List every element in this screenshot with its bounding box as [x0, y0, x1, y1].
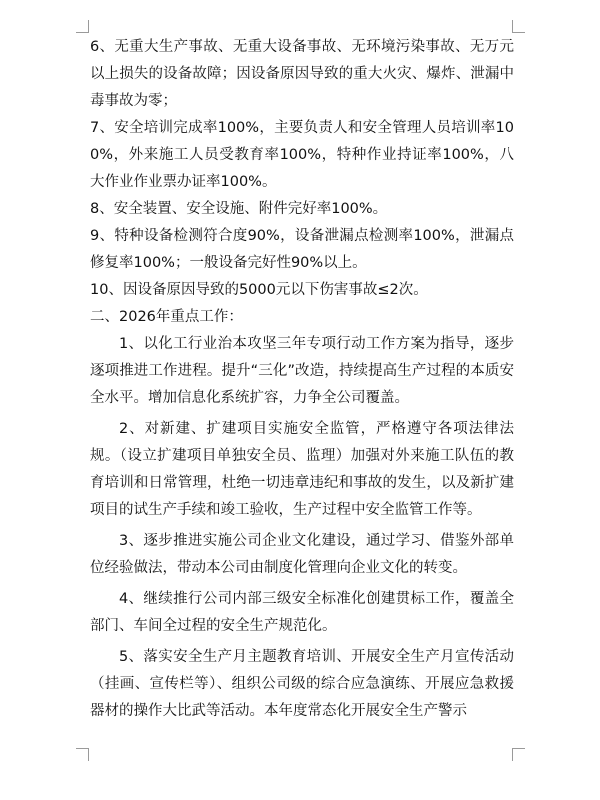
document-body [90, 34, 514, 725]
page-corner-mark-bottom-right [512, 748, 525, 761]
work-item-4: 4、继续推行公司内部三级安全标准化创建贯标工作，覆盖全部门、车间全过程的安全生产规范化。 [90, 591, 514, 634]
page-corner-mark-top-left [76, 20, 89, 33]
target-item-6: 6、无重大生产事故、无重大设备事故、无环境污染事故、无万元以上损失的设备故障；因设备原因导致的重大火灾、爆炸、泄漏中毒事故为零； [90, 39, 514, 109]
target-item-8: 8、安全装置、安全设施、附件完好率100%。 [90, 201, 388, 217]
target-item-9: 9、特种设备检测符合度90%，设备泄漏点检测率100%，泄漏点修复率100%；一般设备完好性90%以上。 [90, 228, 514, 271]
page-corner-mark-top-right [512, 20, 525, 33]
target-item-10: 10、因设备原因导致的5000元以下伤害事故≤2次。 [90, 282, 428, 298]
section-heading: 二、2026年重点工作： [90, 309, 243, 325]
page-corner-mark-bottom-left [76, 748, 89, 761]
work-item-2: 2、对新建、扩建项目实施安全监管，严格遵守各项法律法规。（设立扩建项目单独安全员、监理）加强对外来施工队伍的教育培训和日常管理，杜绝一切违章违纪和事故的发生，以及新扩建项目的试生产手续和竣工验收，生产过程中安全监管工作等。 [90, 421, 514, 518]
work-item-1: 1、以化工行业治本攻坚三年专项行动工作方案为指导，逐步逐项推进工作进程。提升“三化”改造，持续提高生产过程的本质安全水平。增加信息化系统扩容，力争全公司覆盖。 [90, 336, 514, 406]
work-item-5: 5、落实安全生产月主题教育培训、开展安全生产月宣传活动（挂画、宣传栏等）、组织公司级的综合应急演练、开展应急救援器材的操作大比武等活动。本年度常态化开展安全生产警示 [90, 649, 514, 719]
work-item-3: 3、逐步推进实施公司企业文化建设，通过学习、借鉴外部单位经验做法，带动本公司由制度化管理向企业文化的转变。 [90, 533, 514, 576]
target-item-7: 7、安全培训完成率100%，主要负责人和安全管理人员培训率100%，外来施工人员受教育率100%，特种作业持证率100%，八大作业作业票办证率100%。 [90, 120, 514, 190]
